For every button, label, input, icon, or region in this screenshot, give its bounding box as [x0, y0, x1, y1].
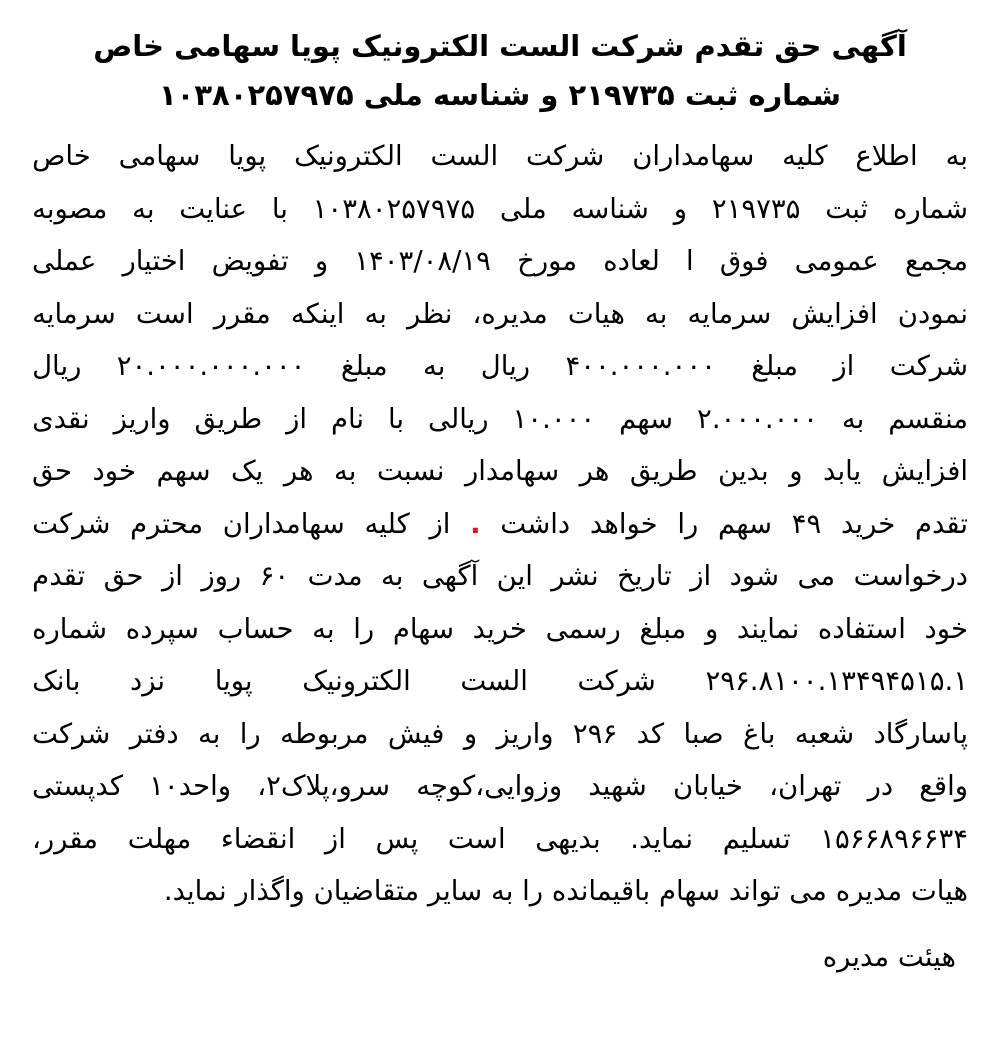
body-word: الکترونیک: [294, 140, 403, 172]
body-word: سپرده: [125, 612, 199, 645]
body-word: عنایت: [179, 192, 248, 225]
body-word: شرکت: [32, 507, 111, 540]
body-word: هیات: [567, 297, 625, 330]
body-word: کدپستی: [32, 770, 123, 802]
body-word: مقرر: [213, 297, 271, 330]
body-word: سهامداران: [632, 140, 755, 172]
body-word: از: [429, 507, 451, 540]
body-word: اختیار: [122, 245, 186, 277]
body-word: حساب: [217, 612, 294, 645]
body-line: [32, 393, 968, 446]
body-word: مدیره،: [472, 297, 548, 330]
body-word: ۲۰.۰۰۰.۰۰۰.۰۰۰: [116, 350, 306, 382]
body-word: ا: [686, 245, 694, 277]
body-word: از: [324, 822, 346, 855]
body-word: واحد۱۰: [149, 770, 232, 802]
body-word: ۲۹۶: [572, 717, 618, 750]
body-word: مهلت: [127, 822, 192, 855]
body-word: از: [690, 560, 712, 592]
body-word: رسمی: [545, 612, 621, 645]
body-word: مبلغ: [340, 350, 388, 382]
body-word: شرکت: [526, 140, 605, 172]
body-word: بدین: [718, 455, 769, 487]
body-word: خیابان: [673, 770, 743, 802]
body-word: ۱۰۳۸۰۲۵۷۹۷۵: [312, 192, 476, 225]
body-word: نسبت: [376, 455, 445, 487]
body-word: ۱۰.۰۰۰: [512, 402, 596, 435]
body-word: نماید.: [630, 822, 694, 855]
body-word: و: [704, 612, 719, 645]
body-word: خرید: [472, 612, 527, 645]
body-word: عمومی: [794, 245, 879, 277]
body-word: نزد: [130, 665, 166, 697]
body-word: تواند: [728, 875, 781, 907]
body-word: به: [945, 140, 968, 172]
body-word: ۲.۰۰۰.۰۰۰: [697, 402, 818, 435]
body-word: شرکت: [577, 665, 656, 697]
title-line-registration: شماره ثبت ۲۱۹۷۳۵ و شناسه ملی ۱۰۳۸۰۲۵۷۹۷۵: [158, 78, 842, 112]
body-word: واقع: [919, 770, 968, 802]
body-word: محترم: [130, 507, 204, 540]
body-word: سرمایه: [687, 297, 772, 330]
body-line: [32, 183, 968, 236]
body-word: ۲۹۶.۸۱۰۰.۱۳۴۹۴۵۱۵.۱: [705, 665, 968, 697]
body-word: سهام: [392, 612, 454, 645]
body-word: آگهی: [421, 560, 479, 592]
red-period-mark: .: [470, 507, 481, 540]
body-word: شناسه: [571, 192, 649, 225]
body-line: [32, 340, 968, 393]
body-word: خرید: [841, 507, 896, 540]
body-word: باقیمانده: [551, 875, 651, 907]
body-word: از: [161, 560, 183, 592]
body-word: را: [522, 875, 544, 907]
body-line: [32, 865, 968, 918]
body-word: یابد: [823, 455, 862, 487]
body-word: عملی: [32, 245, 97, 277]
body-word: ۲۱۹۷۳۵: [711, 192, 801, 225]
body-word: الست: [460, 665, 528, 697]
body-word: ۴۰۰.۰۰۰.۰۰۰: [565, 350, 716, 382]
body-word: نظر: [407, 297, 453, 330]
body-word: نماید.: [163, 875, 227, 907]
body-word: را: [353, 612, 375, 645]
body-word: افزایش: [791, 297, 878, 330]
body-word: است: [447, 822, 506, 855]
body-word: تهران،: [769, 770, 842, 802]
body-word: فوق: [719, 245, 769, 277]
body-word: اینکه: [290, 297, 345, 330]
body-word: ریالی: [427, 402, 489, 435]
body-word: پس: [375, 822, 419, 855]
body-word: مربوطه: [280, 717, 369, 750]
body-word: صبا: [683, 717, 724, 750]
body-word: سهامدار: [464, 455, 560, 487]
body-word: خود: [924, 612, 968, 645]
body-line: [32, 235, 968, 288]
body-word: شماره: [892, 192, 968, 225]
body-line: [32, 550, 968, 603]
body-word: هیات: [910, 875, 968, 907]
body-word: شعبه: [794, 717, 855, 750]
body-word: دفتر: [129, 717, 179, 750]
body-word: و: [314, 245, 329, 277]
body-word: وزوایی،کوچه: [416, 770, 563, 802]
body-line: [32, 813, 968, 866]
signature-text: هیئت مدیره: [822, 940, 956, 973]
body-word: با: [387, 402, 405, 435]
body-word: به: [841, 402, 865, 435]
body-word: پویا: [228, 140, 267, 172]
body-word: بانک: [32, 665, 81, 697]
body-word: طریق: [194, 402, 263, 435]
body-word: به: [198, 717, 221, 750]
body-word: شماره: [32, 612, 108, 645]
body-word: هر: [283, 455, 314, 487]
body-word: سهامداران: [222, 507, 345, 540]
body-word: منقسم: [888, 402, 968, 435]
body-word: و: [463, 717, 478, 750]
body-word: را: [677, 507, 699, 540]
body-word: نقدی: [32, 402, 90, 435]
body-word: تقدم: [914, 507, 968, 540]
body-word: با: [271, 192, 288, 225]
body-word: لعاده: [603, 245, 660, 277]
body-word: مجمع: [904, 245, 968, 277]
body-word: شود: [729, 560, 780, 592]
body-word: سایر: [427, 875, 483, 907]
body-word: به: [490, 875, 514, 907]
body-line: [32, 498, 968, 551]
body-word: کلیه: [782, 140, 828, 172]
body-word: واریز: [113, 402, 171, 435]
body-line: [32, 655, 968, 708]
body-word: در: [867, 770, 894, 802]
body-word: الکترونیک: [302, 665, 411, 697]
body-word: پاسارگاد: [873, 717, 968, 750]
body-word: هر: [579, 455, 610, 487]
body-word: از: [833, 350, 855, 382]
body-word: است: [135, 297, 194, 330]
body-word: داشت: [500, 507, 571, 540]
body-word: متقاضیان: [313, 875, 420, 907]
body-word: به: [334, 455, 357, 487]
body-word: پویا: [214, 665, 253, 697]
body-word: کلیه: [364, 507, 410, 540]
body-word: شرکت: [32, 717, 111, 750]
body-word: حق: [103, 560, 144, 592]
body-word: مدیره: [835, 875, 903, 907]
body-word: مبلغ: [639, 612, 687, 645]
body-word: فیش: [387, 717, 445, 750]
body-word: کد: [636, 717, 665, 750]
document-title: [32, 22, 968, 120]
body-word: سهم: [718, 507, 773, 540]
body-word: ۱۵۶۶۸۹۶۶۳۴: [820, 822, 968, 855]
body-line: [32, 130, 968, 183]
body-word: نشر: [551, 560, 599, 592]
body-word: ۱۴۰۳/۰۸/۱۹: [354, 245, 491, 277]
body-word: استفاده: [817, 612, 906, 645]
body-word: به: [645, 297, 668, 330]
body-line: [32, 445, 968, 498]
body-word: بدیهی: [535, 822, 601, 855]
body-word: ۶۰: [259, 560, 290, 592]
body-word: سرو،پلاک۲،: [257, 770, 390, 802]
body-word: نمایند: [736, 612, 800, 645]
body-word: و: [673, 192, 688, 225]
body-word: ۴۹: [791, 507, 822, 540]
body-word: سهامی: [118, 140, 201, 172]
body-word: واگذار: [235, 875, 305, 907]
body-word: ملی: [499, 192, 547, 225]
body-word: تاریخ: [617, 560, 672, 592]
body-word: خواهد: [589, 507, 658, 540]
body-word: می: [797, 560, 836, 592]
body-word: سهم: [156, 455, 211, 487]
body-word: به: [364, 297, 387, 330]
body-word: مقرر،: [32, 822, 99, 855]
body-word: روز: [201, 560, 242, 592]
body-word: ریال: [480, 350, 531, 382]
body-word: سرمایه: [32, 297, 116, 330]
body-word: را: [239, 717, 261, 750]
body-word: مدت: [307, 560, 363, 592]
body-word: تسلیم: [722, 822, 791, 855]
body-word: الست: [430, 140, 499, 172]
body-word: این: [496, 560, 533, 592]
body-word: تفویض: [211, 245, 289, 277]
body-word: انقضاء: [220, 822, 296, 855]
body-word: مورخ: [517, 245, 578, 277]
body-word: خود: [92, 455, 136, 487]
body-word: و: [789, 455, 803, 487]
body-word: شهید: [588, 770, 647, 802]
title-line-primary: آگهی حق تقدم شرکت الست الکترونیک پویا سهامی خاص: [93, 29, 907, 63]
signature-block: [32, 934, 968, 980]
body-word: به: [422, 350, 446, 382]
body-line: [32, 708, 968, 761]
body-word: ثبت: [825, 192, 869, 225]
body-word: نام: [330, 402, 365, 435]
body-word: مصوبه: [32, 192, 108, 225]
body-word: نمودن: [897, 297, 968, 330]
body-word: باغ: [742, 717, 776, 750]
body-word: مبلغ: [751, 350, 799, 382]
body-word: ریال: [32, 350, 82, 382]
body-word: طریق: [629, 455, 698, 487]
body-line: [32, 603, 968, 656]
body-word: به: [132, 192, 155, 225]
body-line: [32, 288, 968, 341]
body-word: سهام: [658, 875, 721, 907]
body-line: [32, 760, 968, 813]
document-body: [32, 130, 968, 918]
body-word: می: [789, 875, 827, 907]
body-word: اطلاع: [855, 140, 918, 172]
body-word: درخواست: [853, 560, 968, 592]
body-word: تقدم: [32, 560, 86, 592]
body-word: واریز: [496, 717, 554, 750]
body-word: یک: [231, 455, 264, 487]
body-word: شرکت: [889, 350, 968, 382]
body-word: حق: [32, 455, 72, 487]
body-word: به: [312, 612, 335, 645]
body-word: سهم: [619, 402, 674, 435]
body-word: به: [381, 560, 404, 592]
body-word: افزایش: [881, 455, 968, 487]
body-word: خاص: [32, 140, 91, 172]
body-word: از: [286, 402, 308, 435]
